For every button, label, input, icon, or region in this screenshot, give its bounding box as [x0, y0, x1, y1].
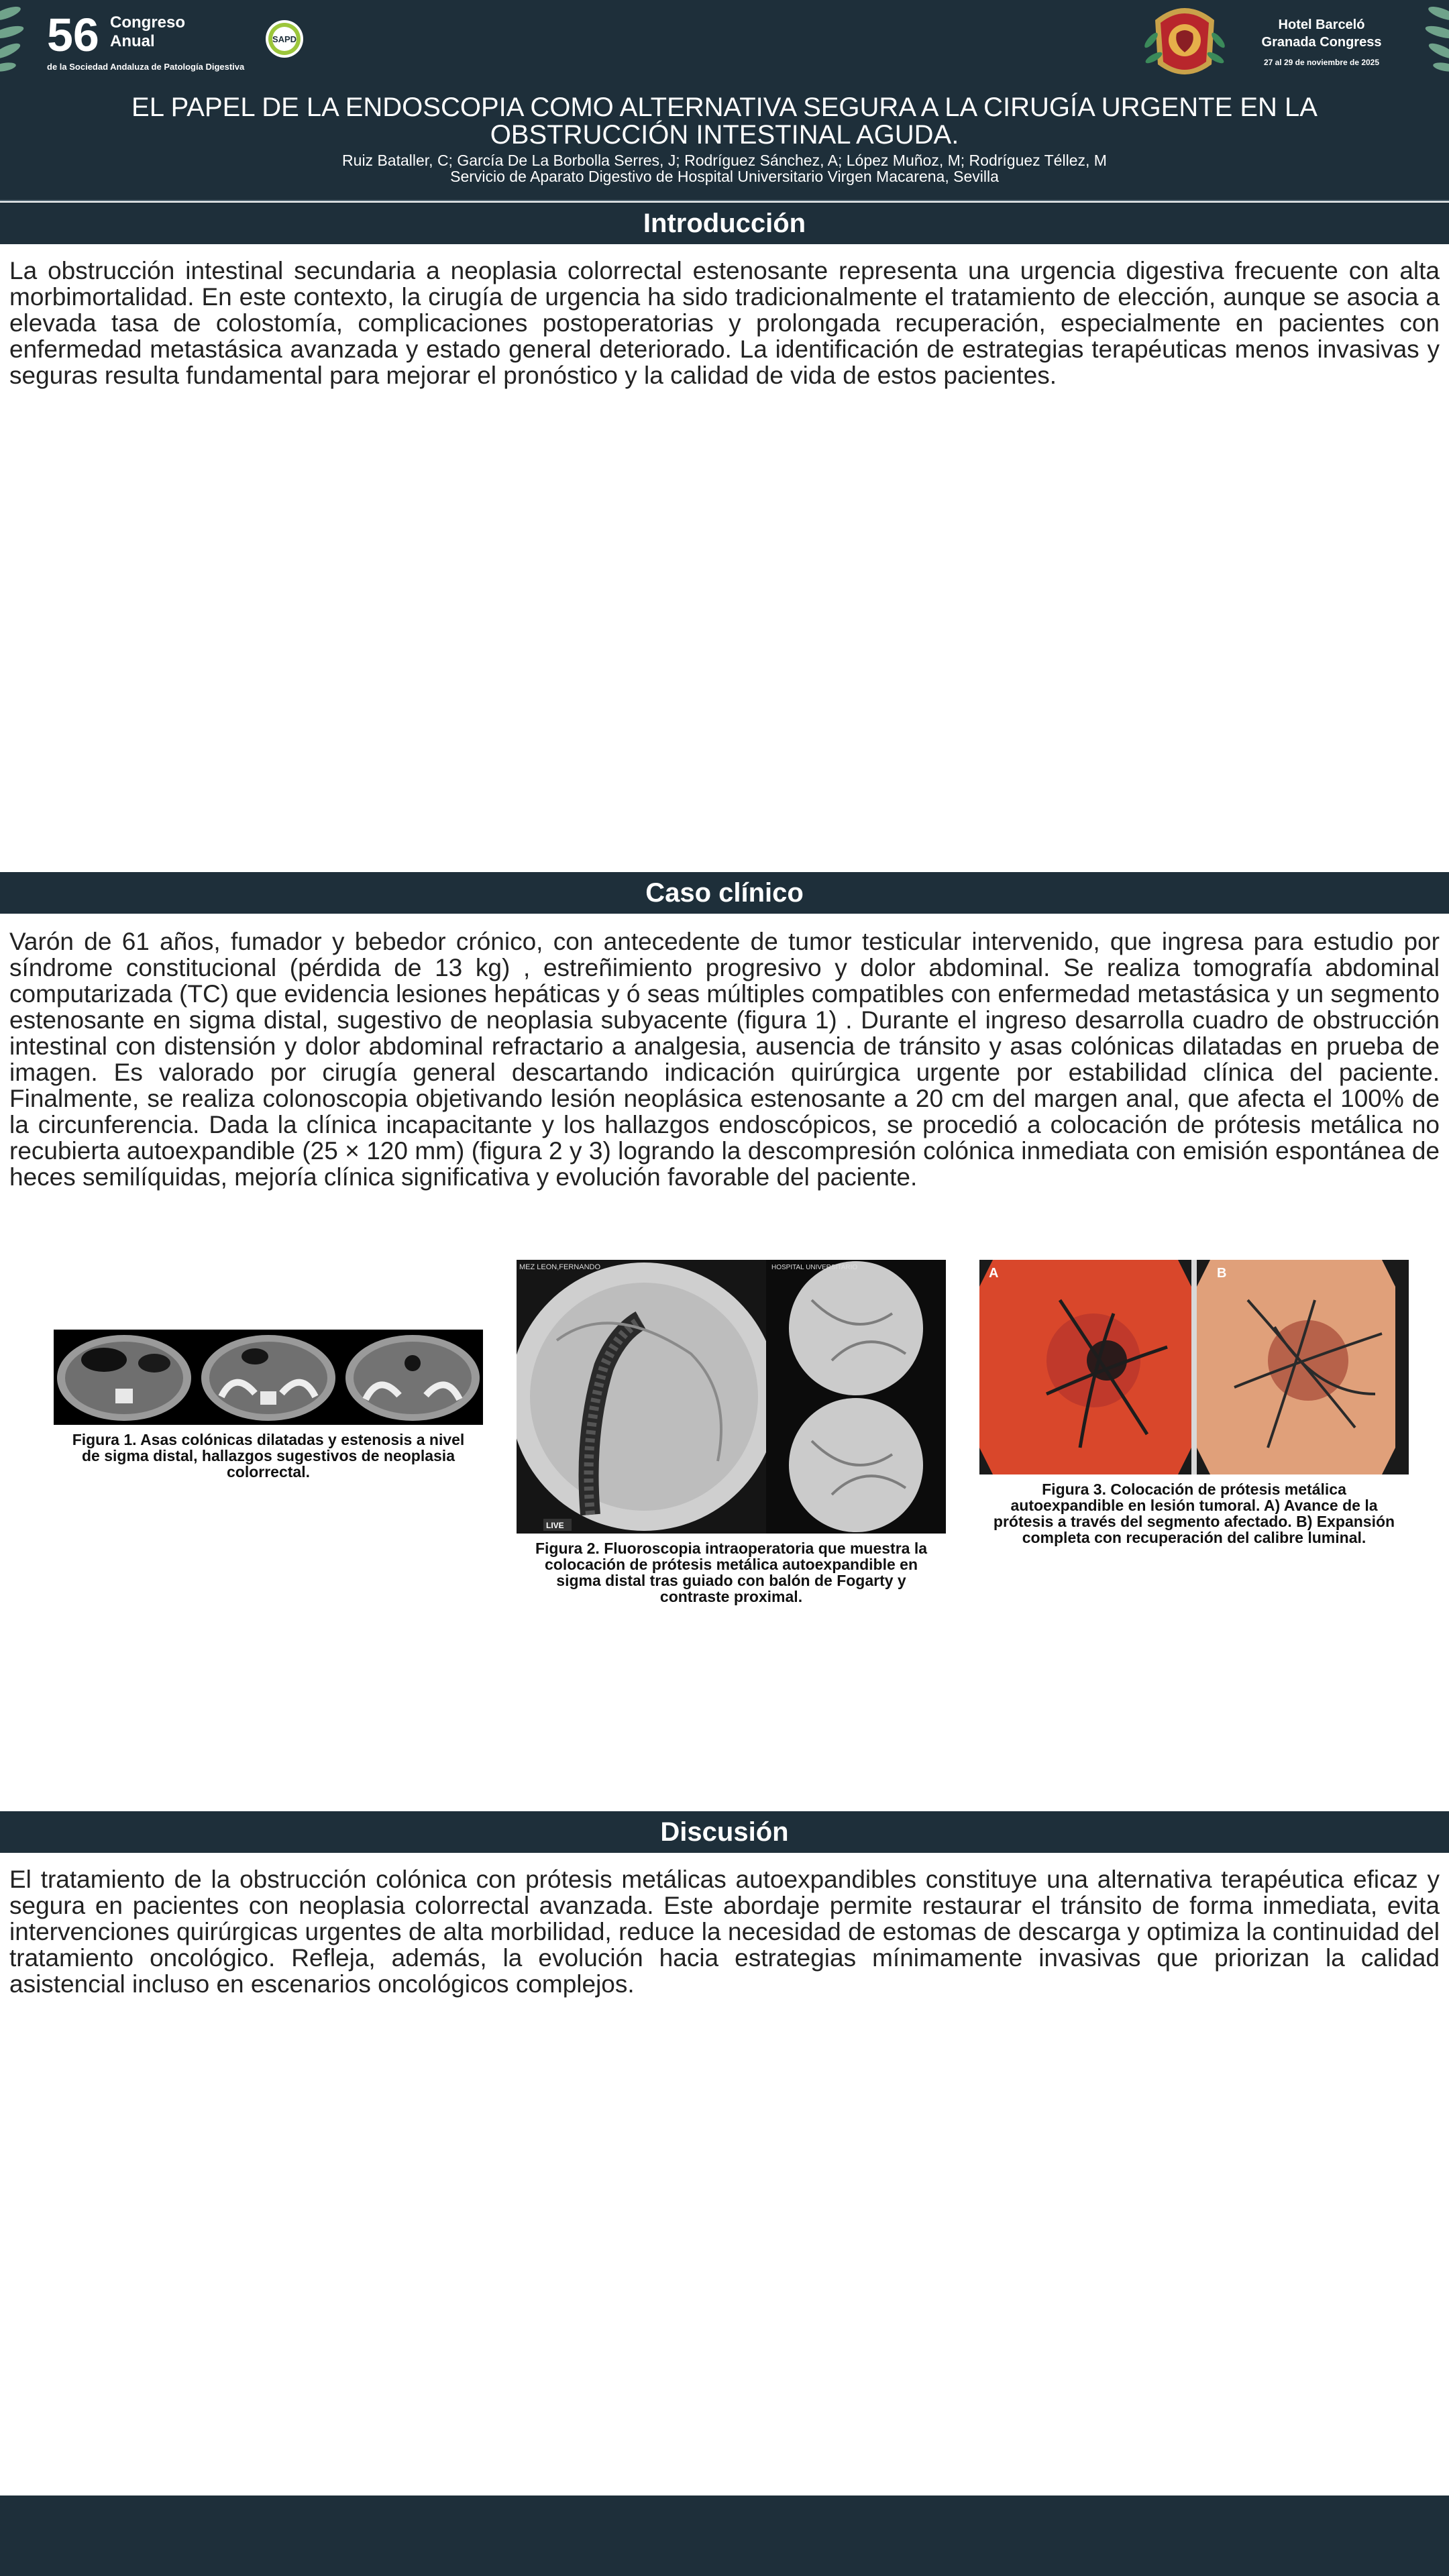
section-heading-introduccion: Introducción: [0, 203, 1449, 244]
figure-1-caption: Figura 1. Asas colónicas dilatadas y estenosis a nivel de sigma distal, hallazgos sugestivos de neoplasia colorrectal.: [72, 1431, 465, 1481]
discusion-paragraph: El tratamiento de la obstrucción colónica con prótesis metálicas autoexpandibles constituye una alternativa terapéutica eficaz y segura en pacientes con neoplasia colorrectal avanzada. Este abordaje permite restaurar el tránsito de forma inmediata, evita intervenciones quirúrgicas urgentes de alta morbilidad, reduce la necesidad de estomas de descarga y optimiza la continuidad del tratamiento oncológico. Refleja, además, la evolución hacia estrategias mínimamente invasivas que priorizan la calidad asistencial incluso en escenarios oncológicos complejos.: [9, 1866, 1440, 1998]
venue-line2: Granada Congress: [1261, 35, 1382, 50]
affiliation: Servicio de Aparato Digestivo de Hospital Universitario Virgen Macarena, Sevilla: [450, 168, 999, 185]
figure-1: [54, 1330, 483, 1480]
section-heading-discusion: Discusión: [0, 1811, 1449, 1853]
sapd-badge-icon: [264, 19, 305, 59]
figure-1-ct-image: [54, 1330, 483, 1425]
figure-2-patient-overlay: MEZ LEON,FERNANDO: [519, 1263, 601, 1271]
leaf-decoration-right: [1415, 0, 1449, 80]
congress-label-line2: Anual: [110, 32, 155, 50]
figure-3: [979, 1260, 1409, 1546]
figure-2-caption: Figura 2. Fluoroscopia intraoperatoria que muestra la colocación de prótesis metálica autoexpandible en sigma distal tras guiado con balón de Fogarty y contraste proximal.: [535, 1540, 928, 1605]
figure-3-caption: Figura 3. Colocación de prótesis metálica autoexpandible en lesión tumoral. A) Avance de la prótesis a través del segmento afectado. B) Expansión completa con recuperación del calibre luminal.: [993, 1481, 1395, 1546]
figure-3-endoscopy-image: [979, 1260, 1409, 1474]
figure-2: [517, 1260, 946, 1605]
congress-logo: [47, 9, 297, 72]
poster-title: EL PAPEL DE LA ENDOSCOPIA COMO ALTERNATIVA SEGURA A LA CIRUGÍA URGENTE EN LA OBSTRUCCIÓN INTESTINAL AGUDA.: [131, 93, 1318, 150]
sapd-badge-text: SAPD: [272, 34, 297, 44]
poster-footer: [0, 2496, 1449, 2576]
poster-header: [0, 0, 1449, 200]
venue-info: [1248, 16, 1395, 67]
venue-dates: 27 al 29 de noviembre de 2025: [1263, 58, 1380, 67]
venue-line1: Hotel Barceló: [1278, 17, 1365, 32]
congress-society: de la Sociedad Andaluza de Patología Digestiva: [47, 62, 245, 72]
granada-emblem-icon: [1142, 0, 1228, 83]
figure-2-fluoroscopy-image: [517, 1260, 946, 1534]
figure-2-live-overlay: LIVE: [546, 1521, 564, 1530]
introduccion-paragraph: La obstrucción intestinal secundaria a neoplasia colorrectal estenosante representa una urgencia digestiva frecuente con alta morbimortalidad. En este contexto, la cirugía de urgencia ha sido tradicionalmente el tratamiento de elección, aunque se asocia a elevada tasa de colostomía, complicaciones postoperatorias y prolongada recuperación, especialmente en pacientes con enfermedad metastásica avanzada y estado general deteriorado. La identificación de estrategias terapéuticas menos invasivas y seguras resulta fundamental para mejorar el pronóstico y la calidad de vida de estos pacientes.: [9, 257, 1440, 389]
section-heading-caso-clinico: Caso clínico: [0, 872, 1449, 914]
figure-2-hospital-overlay: HOSPITAL UNIVERSITARIO: [771, 1264, 858, 1271]
figure-3-label-b: B: [1217, 1266, 1227, 1281]
caso-clinico-paragraph: Varón de 61 años, fumador y bebedor crónico, con antecedente de tumor testicular intervenido, que ingresa para estudio por síndrome constitucional (pérdida de 13 kg) , estreñimiento progresivo y dolor abdominal. Se realiza tomografía abdominal computarizada (TC) que evidencia lesiones hepáticas y ó seas múltiples compatibles con enfermedad metastásica y un segmento estenosante en sigma distal, sugestivo de neoplasia subyacente (figura 1) . Durante el ingreso desarrolla cuadro de obstrucción intestinal con distensión y dolor abdominal refractario a analgesia, ausencia de tránsito y asas colónicas dilatadas en prueba de imagen. Es valorado por cirugía general descartando indicación quirúrgica urgente por estabilidad clínica del paciente. Finalmente, se realiza colonoscopia objetivando lesión neoplásica estenosante a 20 cm del margen anal, que afecta el 100% de la circunferencia. Dada la clínica incapacitante y los hallazgos endoscópicos, se procedió a colocación de prótesis metálica no recubierta autoexpandible (25 × 120 mm) (figura 2 y 3) logrando la descompresión colónica inmediata con emisión espontánea de heces semilíquidas, mejoría clínica significativa y evolución favorable del paciente.: [9, 928, 1440, 1191]
congress-label-line1: Congreso: [110, 13, 186, 32]
header-divider: [0, 200, 1449, 201]
leaf-decoration-left: [0, 0, 34, 80]
congress-number: 56: [47, 9, 99, 61]
author-list: Ruiz Bataller, C; García De La Borbolla Serres, J; Rodríguez Sánchez, A; López Muñoz, M; Rodríguez Téllez, M: [342, 152, 1107, 169]
figure-3-label-a: A: [989, 1266, 999, 1281]
